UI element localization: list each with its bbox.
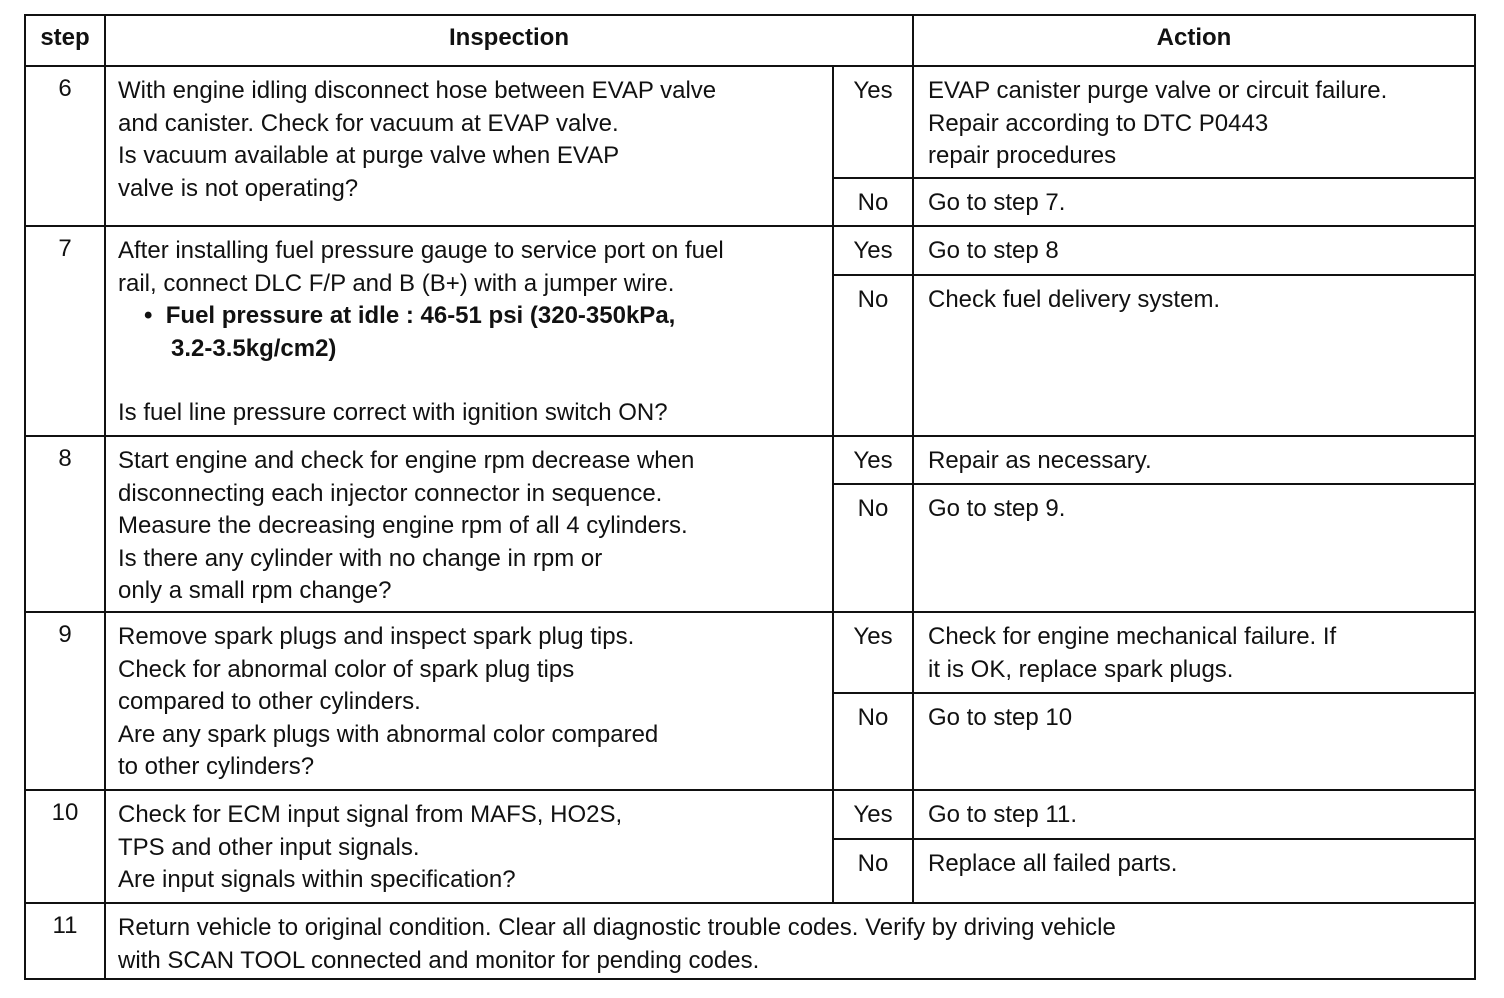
no-action <box>914 177 1474 225</box>
inspection-line: Start engine and check for engine rpm decrease when <box>118 447 695 474</box>
table-row-step-10 <box>26 789 1474 902</box>
inspection-line: and canister. Check for vacuum at EVAP valve. <box>118 109 619 137</box>
table-row-step-6 <box>26 65 1474 225</box>
inspection-text <box>104 613 832 789</box>
action-line: Check fuel delivery system. <box>928 286 1221 313</box>
table-header-row <box>26 16 1474 65</box>
inspection-line: with SCAN TOOL connected and monitor for pending codes. <box>118 946 760 974</box>
yes-label: Yes <box>853 623 893 650</box>
action-column <box>912 227 1474 435</box>
table-row-step-8 <box>26 435 1474 611</box>
no-label: No <box>834 692 912 789</box>
diagnostic-table <box>24 14 1476 980</box>
action-line: Check for engine mechanical failure. If <box>928 623 1337 650</box>
header-action: Action <box>912 16 1474 65</box>
inspection-line: only a small rpm change? <box>118 577 392 604</box>
action-line: Replace all failed parts. <box>928 850 1178 877</box>
action-line: Go to step 7. <box>928 189 1066 216</box>
step-number: 7 <box>58 235 72 262</box>
yes-action <box>914 613 1474 692</box>
step-number: 9 <box>58 621 72 648</box>
yes-label: Yes <box>853 801 893 828</box>
inspection-line: Is there any cylinder with no change in rpm or <box>118 544 603 572</box>
yes-no-column <box>832 613 912 789</box>
table-row-step-11 <box>26 902 1474 978</box>
spec-line-2: 3.2-3.5kg/cm2) <box>171 334 337 362</box>
yes-no-column <box>832 227 912 435</box>
yes-action <box>914 791 1474 838</box>
header-inspection: Inspection <box>104 16 912 65</box>
action-line: EVAP canister purge valve or circuit failure. <box>928 77 1388 104</box>
yes-action <box>914 437 1474 483</box>
inspection-text <box>104 791 832 902</box>
inspection-line: Are any spark plugs with abnormal color compared <box>118 720 659 748</box>
no-label: No <box>834 483 912 611</box>
action-line: Go to step 9. <box>928 495 1066 522</box>
no-action <box>914 483 1474 611</box>
inspection-line: rail, connect DLC F/P and B (B+) with a jumper wire. <box>118 269 675 297</box>
action-line: repair procedures <box>928 142 1117 169</box>
table-row-step-7 <box>26 225 1474 435</box>
inspection-line: valve is not operating? <box>118 174 359 202</box>
header-step: step <box>40 24 90 51</box>
spec-line-1: Fuel pressure at idle : 46-51 psi (320-350kPa, <box>165 302 676 329</box>
spec-bullet: • Fuel pressure at idle : 46-51 psi (320-350kPa, <box>144 302 676 329</box>
inspection-line: Return vehicle to original condition. Clear all diagnostic trouble codes. Verify by driving vehicle <box>118 914 1116 941</box>
inspection-text <box>104 227 832 435</box>
yes-label: Yes <box>853 237 893 264</box>
yes-no-column <box>832 67 912 225</box>
action-line: Go to step 11. <box>928 801 1077 828</box>
action-column <box>912 791 1474 902</box>
no-action <box>914 692 1474 789</box>
yes-no-column <box>832 791 912 902</box>
inspection-text <box>104 437 832 611</box>
action-line: Repair according to DTC P0443 <box>928 109 1269 137</box>
yes-no-column <box>832 437 912 611</box>
inspection-line: With engine idling disconnect hose between EVAP valve <box>118 77 717 104</box>
yes-label: Yes <box>853 77 893 104</box>
no-label: No <box>834 274 912 435</box>
action-line: Go to step 8 <box>928 237 1059 264</box>
inspection-text <box>104 67 832 225</box>
inspection-text <box>104 904 1474 978</box>
inspection-line: TPS and other input signals. <box>118 833 420 861</box>
inspection-line: Check for abnormal color of spark plug tips <box>118 655 575 683</box>
inspection-line: disconnecting each injector connector in sequence. <box>118 479 663 507</box>
no-action <box>914 274 1474 435</box>
no-label: No <box>834 838 912 902</box>
inspection-line: After installing fuel pressure gauge to service port on fuel <box>118 237 724 264</box>
inspection-line: compared to other cylinders. <box>118 688 421 715</box>
step-number: 6 <box>58 75 72 102</box>
inspection-line: Is vacuum available at purge valve when EVAP <box>118 142 620 169</box>
step-number: 11 <box>52 912 78 939</box>
inspection-line: Are input signals within specification? <box>118 866 516 893</box>
yes-label: Yes <box>853 447 893 474</box>
step-number: 8 <box>58 445 72 472</box>
action-line: Repair as necessary. <box>928 447 1152 474</box>
action-line: it is OK, replace spark plugs. <box>928 655 1234 683</box>
inspection-line: to other cylinders? <box>118 753 315 780</box>
inspection-line: Check for ECM input signal from MAFS, HO2S, <box>118 801 623 828</box>
yes-action <box>914 227 1474 274</box>
yes-action <box>914 67 1474 177</box>
step-number: 10 <box>51 799 79 826</box>
action-column <box>912 67 1474 225</box>
inspection-line: Remove spark plugs and inspect spark plug tips. <box>118 623 635 650</box>
inspection-question: Is fuel line pressure correct with ignition switch ON? <box>118 399 668 426</box>
action-column <box>912 613 1474 789</box>
no-label: No <box>834 177 912 225</box>
table-row-step-9 <box>26 611 1474 789</box>
no-action <box>914 838 1474 902</box>
inspection-line: Measure the decreasing engine rpm of all 4 cylinders. <box>118 512 688 539</box>
action-line: Go to step 10 <box>928 704 1073 731</box>
action-column <box>912 437 1474 611</box>
